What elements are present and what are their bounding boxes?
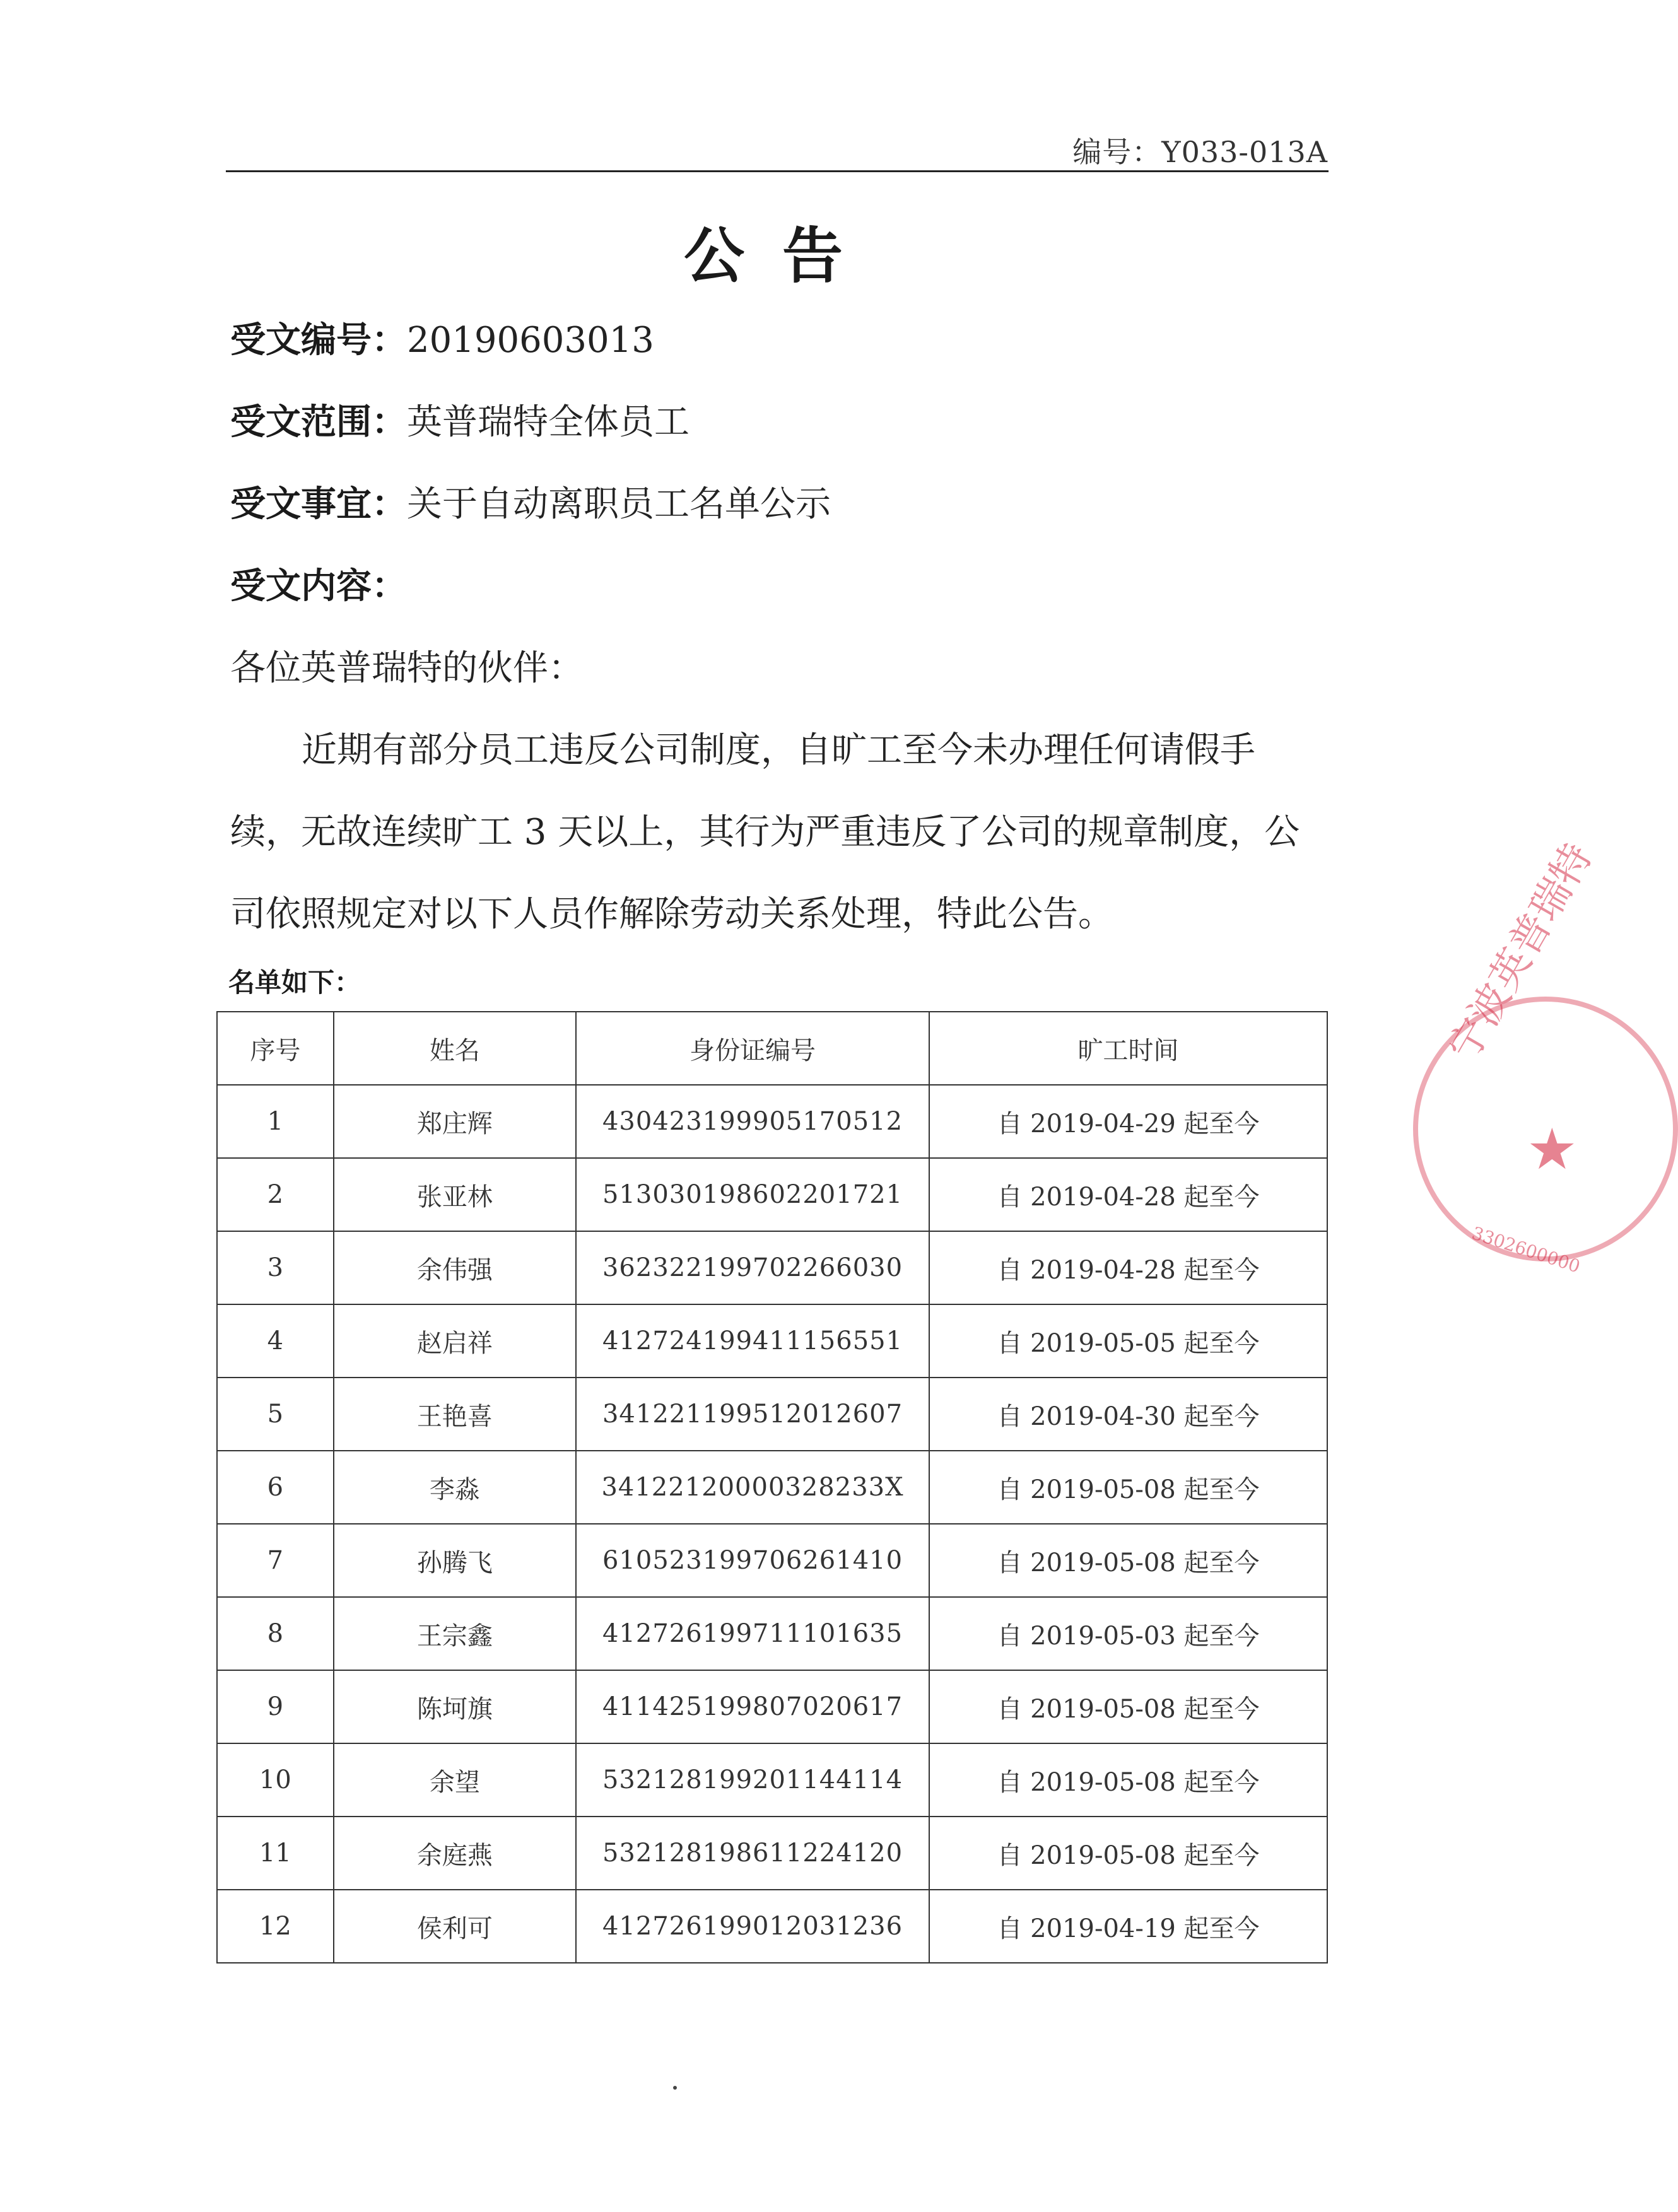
doc-number-label: 受文编号：: [230, 320, 407, 361]
row-index: 11: [217, 1817, 334, 1890]
seal-text: 宁波英普瑞特: [1440, 835, 1602, 1069]
row-absence-time: 自 2019-05-08 起至今: [929, 1451, 1327, 1524]
row-index: 3: [217, 1231, 334, 1304]
table-row: [217, 1231, 1327, 1304]
row-absence-time: 自 2019-04-19 起至今: [929, 1890, 1327, 1963]
table-row: [217, 1451, 1327, 1524]
row-absence-time: 自 2019-05-08 起至今: [929, 1743, 1327, 1817]
row-index: 6: [217, 1451, 334, 1524]
scope-field: [230, 394, 689, 445]
row-absence-time: 自 2019-04-28 起至今: [929, 1158, 1327, 1231]
row-name: 张亚林: [334, 1158, 576, 1231]
list-title: 名单如下：: [228, 967, 361, 998]
row-absence-time: 自 2019-04-30 起至今: [929, 1378, 1327, 1451]
row-index: 12: [217, 1890, 334, 1963]
row-name: 余望: [334, 1743, 576, 1817]
matter-field: [230, 476, 831, 527]
roster-table: [216, 1011, 1328, 1963]
row-name: 余庭燕: [334, 1817, 576, 1890]
row-absence-time: 自 2019-05-05 起至今: [929, 1304, 1327, 1378]
row-id-number: 34122120000328233X: [576, 1451, 929, 1524]
row-index: 4: [217, 1304, 334, 1378]
row-id-number: 411425199807020617: [576, 1670, 929, 1743]
header-id-number: 身份证编号: [576, 1012, 929, 1085]
row-id-number: 412726199711101635: [576, 1597, 929, 1670]
table-row: [217, 1378, 1327, 1451]
row-id-number: 412726199012031236: [576, 1890, 929, 1963]
row-index: 1: [217, 1085, 334, 1158]
table-row: [217, 1524, 1327, 1597]
row-name: 王艳喜: [334, 1378, 576, 1451]
row-index: 8: [217, 1597, 334, 1670]
row-name: 侯利可: [334, 1890, 576, 1963]
row-name: 陈坷旗: [334, 1670, 576, 1743]
seal-star-icon: ★: [1527, 1116, 1578, 1183]
row-index: 5: [217, 1378, 334, 1451]
row-id-number: 412724199411156551: [576, 1304, 929, 1378]
row-absence-time: 自 2019-05-08 起至今: [929, 1817, 1327, 1890]
doc-number-value: 20190603013: [407, 320, 654, 361]
scope-label: 受文范围：: [230, 402, 407, 443]
table-row: [217, 1158, 1327, 1231]
header-index: 序号: [217, 1012, 334, 1085]
seal-code: 3302600000: [1469, 1222, 1583, 1277]
row-name: 郑庄辉: [334, 1085, 576, 1158]
row-name: 孙腾飞: [334, 1524, 576, 1597]
row-index: 9: [217, 1670, 334, 1743]
row-name: 赵启祥: [334, 1304, 576, 1378]
doc-number-field: [230, 312, 654, 363]
header-divider: [226, 170, 1329, 172]
body-line-1: 近期有部分员工违反公司制度，自旷工至今未办理任何请假手: [302, 730, 1255, 771]
row-absence-time: 自 2019-05-03 起至今: [929, 1597, 1327, 1670]
row-index: 7: [217, 1524, 334, 1597]
table-row: [217, 1743, 1327, 1817]
row-id-number: 532128199201144114: [576, 1743, 929, 1817]
table-row: [217, 1597, 1327, 1670]
salutation: 各位英普瑞特的伙伴：: [230, 648, 584, 689]
header-name: 姓名: [334, 1012, 576, 1085]
page-title: 公告: [684, 221, 881, 291]
row-index: 10: [217, 1743, 334, 1817]
table-row: [217, 1670, 1327, 1743]
row-id-number: 513030198602201721: [576, 1158, 929, 1231]
document-number: 编号：Y033-013A: [1072, 135, 1328, 169]
row-index: 2: [217, 1158, 334, 1231]
row-absence-time: 自 2019-04-29 起至今: [929, 1085, 1327, 1158]
row-absence-time: 自 2019-04-28 起至今: [929, 1231, 1327, 1304]
row-name: 李淼: [334, 1451, 576, 1524]
body-line-3: 司依照规定对以下人员作解除劳动关系处理，特此公告。: [230, 894, 1113, 935]
table-header-row: [217, 1012, 1327, 1085]
table-row: [217, 1085, 1327, 1158]
row-id-number: 362322199702266030: [576, 1231, 929, 1304]
content-field: [230, 558, 407, 609]
row-name: 王宗鑫: [334, 1597, 576, 1670]
content-label: 受文内容：: [230, 566, 407, 607]
row-absence-time: 自 2019-05-08 起至今: [929, 1670, 1327, 1743]
row-id-number: 610523199706261410: [576, 1524, 929, 1597]
table-row: [217, 1304, 1327, 1378]
row-id-number: 341221199512012607: [576, 1378, 929, 1451]
row-id-number: 532128198611224120: [576, 1817, 929, 1890]
row-id-number: 430423199905170512: [576, 1085, 929, 1158]
table-row: [217, 1817, 1327, 1890]
scan-dot: [673, 2086, 677, 2090]
body-line-2: 续，无故连续旷工 3 天以上，其行为严重违反了公司的规章制度，公: [230, 812, 1300, 853]
table-row: [217, 1890, 1327, 1963]
header-absence-time: 旷工时间: [929, 1012, 1327, 1085]
matter-value: 关于自动离职员工名单公示: [407, 484, 831, 525]
row-name: 余伟强: [334, 1231, 576, 1304]
scope-value: 英普瑞特全体员工: [407, 402, 689, 443]
matter-label: 受文事宜：: [230, 484, 407, 525]
row-absence-time: 自 2019-05-08 起至今: [929, 1524, 1327, 1597]
